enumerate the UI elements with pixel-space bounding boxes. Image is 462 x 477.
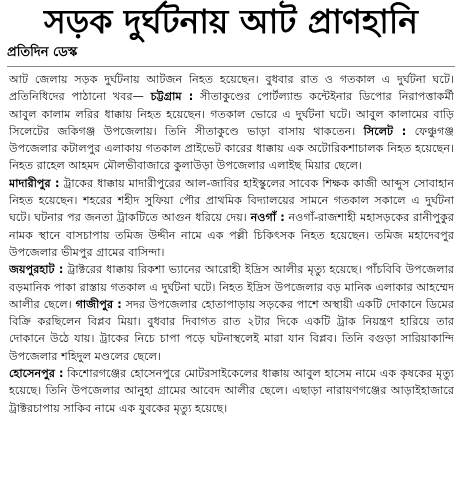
paragraph-text: সদর উপজেলার হোতাপাড়ায় সড়কের পাশে অস্থায়ী একটি দোকানে ডিমের বিক্রি করছিলেন বিপ্লব মিয়া। বুধবার দিবাগত রাত ২টার দিকে একটি ট্রাক নিয়ন্ত্রণ হারিয়ে তার দোকানে উঠে যায়। ট্রাকের নিচে চাপা পড়ে ঘটনাস্থলেই মারা যান বিপ্লব। তিনি বগুড়া সারিয়াকান্দি উপজেলার শহিদুল মণ্ডলের ছেলে। — [9, 297, 454, 363]
byline: প্রতিদিন ডেস্ক — [7, 45, 78, 60]
article-paragraph — [9, 261, 454, 365]
paragraph-text: সীতাকুণ্ডের পোর্টল্যান্ড কন্টেইনার ডিপোর নিরাপত্তাকর্মী আবুল কালাম লরির ধাক্কায় নিহত হয়েছেন। গতকাল ভোরে এ দুর্ঘটনা ঘটে। আবুল কালামের বাড়ি সিলেটের জকিগঞ্জ উপজেলায়। তিনি সীতাকুণ্ডে ভাড়া বাসায় থাকতেন। — [9, 90, 454, 138]
dateline-label: জয়পুরহাট : — [9, 263, 64, 277]
article-paragraph — [9, 71, 454, 175]
dateline-label: মাদারীপুর : — [9, 176, 60, 190]
paragraph-text: ট্রাক্টরের ধাক্কায় রিকশা ভ্যানের আরোহী ইদ্রিস আলীর মৃত্যু হয়েছে। পাঁচবিবি উপজেলার বড়মানিক পাকা রাস্তায় গতকাল এ দুর্ঘটনা ঘটে। নিহত ইদ্রিস উপজেলার বড় মানিক এলাকার আহম্মেদ আলীর ছেলে। — [9, 263, 454, 311]
dateline-label: হোসেনপুর : — [9, 367, 64, 381]
paragraph-text: ট্রাকের ধাক্কায় মাদারীপুরের আল-জাবির হাইস্কুলের সাবেক শিক্ষক কাজী আব্দুস সোবাহান নিহত হয়েছেন। শহরের শহীদ সুফিয়া পৌর প্রাথমিক বিদ্যালয়ের সামনে গতকাল সকালে এ দুর্ঘটনা ঘটে। ঘটনার পর জনতা ট্রাকটিতে আগুন ধরিয়ে দেয়। — [9, 176, 454, 225]
dateline-label: নওগাঁ : — [250, 211, 285, 225]
headline: সড়ক দুর্ঘটনায় আট প্রাণহানি — [44, 2, 418, 41]
dateline-label: সিলেট : — [363, 124, 407, 138]
paragraph-text: ফেঞ্চুগঞ্জ উপজেলার কটালপুর এলাকায় গতকাল প্রাইভেট কারের ধাক্কায় এক অটোরিকশাচালক নিহত হয়েছেন। নিহত রাহেল আহমদ মৌলভীবাজারে কুলাউড়া উপজেলার এলাইছ মিয়ার ছেলে। — [9, 124, 454, 173]
article-paragraph — [9, 365, 454, 417]
dateline-label: গাজীপুর : — [75, 297, 122, 311]
paragraph-text: আট জেলায় সড়ক দুর্ঘটনায় আটজন নিহত হয়েছেন। বুধবার রাত ও গতকাল এ দুর্ঘটনা ঘটে। প্রতিনিধিদের পাঠানো খবর— — [9, 73, 454, 104]
article-body — [9, 71, 454, 471]
article-paragraph — [9, 175, 454, 261]
byline-divider — [7, 66, 455, 67]
dateline-label: চট্টগ্রাম : — [150, 90, 194, 104]
paragraph-text: কিশোরগঞ্জের হোসেনপুরে মোটরসাইকেলের ধাক্কায় আবুল হাসেম নামে এক কৃষকের মৃত্যু হয়েছে। তিনি উপজেলার আনুহা গ্রামের আবেদ আলীর ছেলে। এছাড়া নারায়ণগঞ্জের আড়াইহাজারে ট্রাক্টরচাপায় সাকিব নামে এক যুবকের মৃত্যু হয়েছে। — [9, 367, 454, 415]
paragraph-text: নওগাঁ-রাজশাহী মহাসড়কের রানীপুকুর নামক স্থানে বাসচাপায় তমিজ উদ্দীন নামে এক পল্লী চিকিৎসক নিহত হয়েছেন। তমিজ মহাদেবপুর উপজেলার ভীমপুর গ্রামের বাসিন্দা। — [9, 211, 454, 259]
